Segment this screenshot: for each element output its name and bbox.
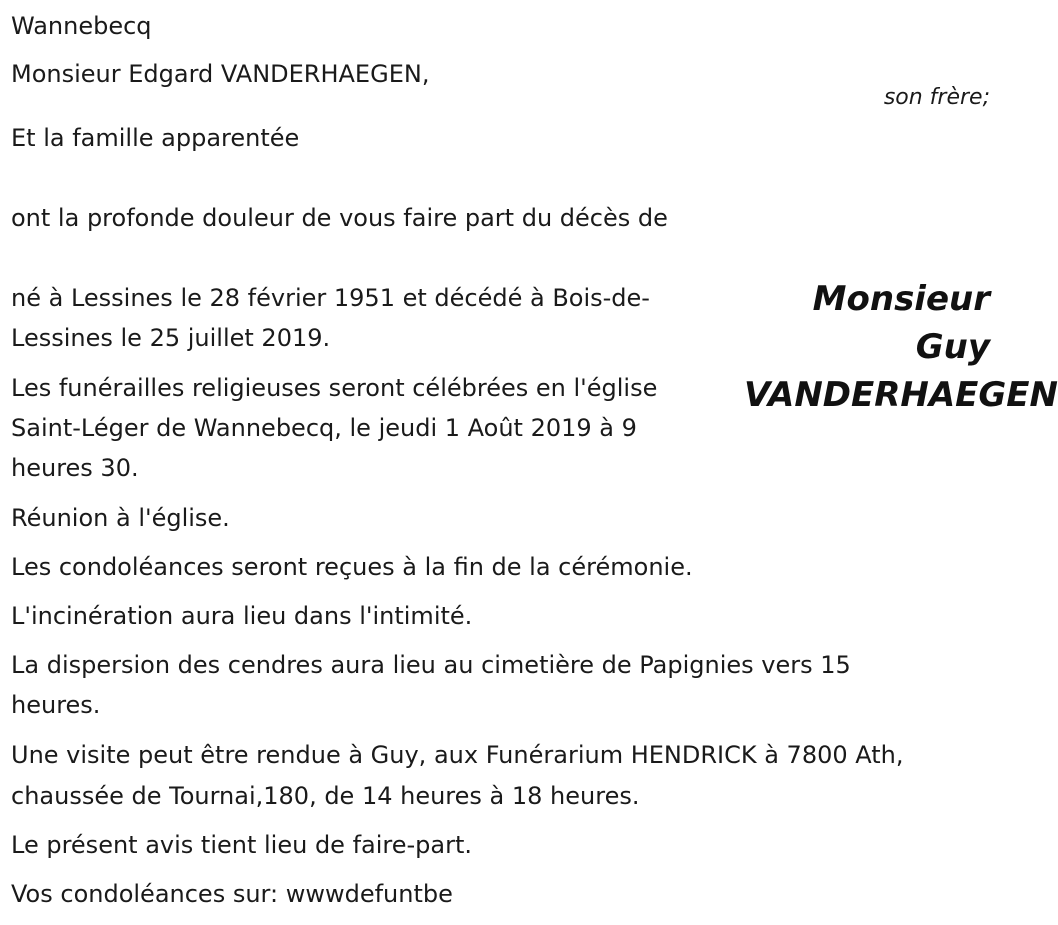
birth-line-1: né à Lessines le 28 février 1951 et décédé à Bois-de- xyxy=(11,284,650,312)
online-condolences-text: Vos condoléances sur: wwwdefuntbe xyxy=(11,880,453,908)
family-line: Et la famille apparentée xyxy=(11,124,300,152)
incineration-text: L'incinération aura lieu dans l'intimité. xyxy=(11,602,473,630)
location-text: Wannebecq xyxy=(11,12,152,40)
notice-text: Le présent avis tient lieu de faire-part. xyxy=(11,831,473,859)
birth-line-2: Lessines le 25 juillet 2019. xyxy=(11,324,331,352)
relative-name: Monsieur Edgard VANDERHAEGEN, xyxy=(11,60,430,88)
visit-line-2: chaussée de Tournai,180, de 14 heures à 18 heures. xyxy=(11,782,640,810)
funeral-line-1: Les funérailles religieuses seront célébrées en l'église xyxy=(11,374,658,402)
deceased-last-name: VANDERHAEGEN xyxy=(744,375,1058,415)
deceased-first-name: Guy xyxy=(915,327,990,367)
visit-line-1: Une visite peut être rendue à Guy, aux Funérarium HENDRICK à 7800 Ath, xyxy=(11,741,904,769)
dispersion-line-1: La dispersion des cendres aura lieu au cimetière de Papignies vers 15 xyxy=(11,651,851,679)
deceased-name-block xyxy=(744,275,1058,415)
dispersion-line-2: heures. xyxy=(11,691,101,719)
condolences-ceremony-text: Les condoléances seront reçues à la fin de la cérémonie. xyxy=(11,553,693,581)
funeral-line-2: Saint-Léger de Wannebecq, le jeudi 1 Août 2019 à 9 xyxy=(11,414,637,442)
funeral-line-3: heures 30. xyxy=(11,454,139,482)
deceased-title: Monsieur xyxy=(812,279,990,319)
announcement-text: ont la profonde douleur de vous faire part du décès de xyxy=(11,204,668,232)
reunion-text: Réunion à l'église. xyxy=(11,504,230,532)
relative-relation: son frère; xyxy=(883,85,990,110)
